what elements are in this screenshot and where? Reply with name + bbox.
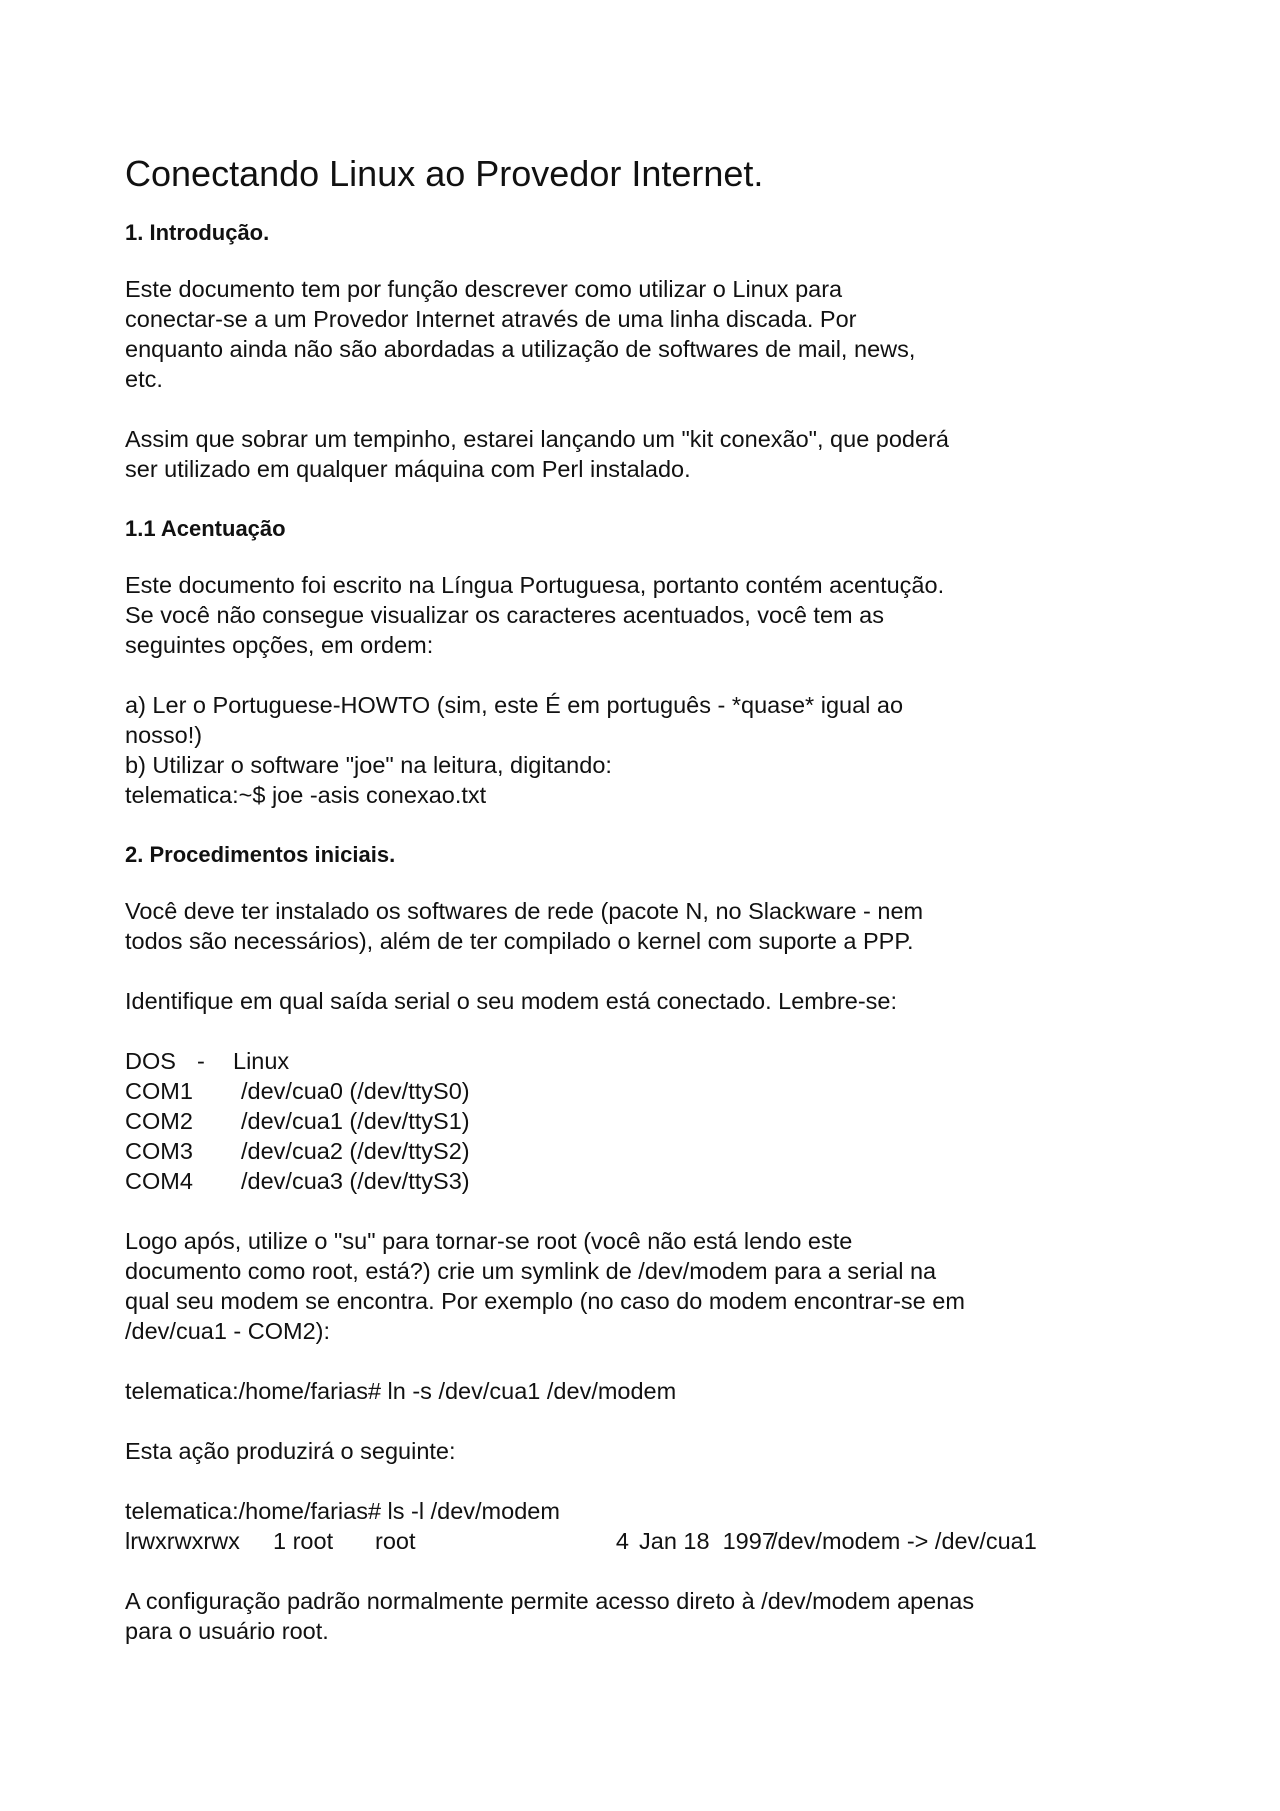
paragraph-procedimentos-1	[125, 896, 1125, 956]
section-heading-introducao: 1. Introdução.	[125, 220, 270, 245]
text-line: Este documento foi escrito na Língua Portuguesa, portanto contém acentução.	[125, 572, 945, 598]
command-line: telematica:/home/farias# ls -l /dev/modem	[125, 1498, 560, 1524]
section-heading-acentuacao: 1.1 Acentuação	[125, 516, 286, 541]
linux-device: /dev/cua1 (/dev/ttyS1)	[241, 1108, 470, 1134]
ls-links-user: 1 root	[273, 1528, 334, 1554]
ls-size: 4	[615, 1528, 629, 1554]
paragraph-acentuacao-1	[125, 570, 1125, 660]
paragraph-symlink	[125, 1226, 1125, 1346]
text-line: conectar-se a um Provedor Internet através de uma linha discada. Por	[125, 306, 857, 332]
text-line: Assim que sobrar um tempinho, estarei lançando um "kit conexão", que poderá	[125, 426, 949, 452]
dos-port: COM2	[125, 1108, 193, 1134]
text-line: seguintes opções, em ordem:	[125, 632, 434, 658]
text-line: etc.	[125, 366, 163, 392]
section-heading-procedimentos: 2. Procedimentos iniciais.	[125, 842, 396, 867]
dos-port: COM1	[125, 1078, 193, 1104]
ls-group: root	[375, 1528, 416, 1554]
table-row	[125, 1106, 1125, 1136]
text-line: enquanto ainda não são abordadas a utilização de softwares de mail, news,	[125, 336, 916, 362]
document-title: Conectando Linux ao Provedor Internet.	[125, 153, 764, 194]
ls-date: Jan 18 1997	[639, 1528, 775, 1554]
table-row	[125, 1136, 1125, 1166]
text-line: Logo após, utilize o "su" para tornar-se root (você não está lendo este	[125, 1228, 853, 1254]
text-line: A configuração padrão normalmente permite acesso direto à /dev/modem apenas	[125, 1588, 975, 1614]
paragraph-final	[125, 1586, 1125, 1646]
linux-device: /dev/cua0 (/dev/ttyS0)	[241, 1078, 470, 1104]
ls-permissions: lrwxrwxrwx	[125, 1528, 240, 1554]
command-ln	[125, 1376, 1125, 1406]
header-dos: DOS	[125, 1048, 176, 1074]
ls-target: /dev/modem -> /dev/cua1	[771, 1528, 1037, 1554]
header-separator: -	[197, 1048, 205, 1074]
command-line: telematica:~$ joe -asis conexao.txt	[125, 782, 487, 808]
text-line: /dev/cua1 - COM2):	[125, 1318, 331, 1344]
text-line: documento como root, está?) crie um symlink de /dev/modem para a serial na	[125, 1258, 937, 1284]
table-row	[125, 1076, 1125, 1106]
text-line: Se você não consegue visualizar os caracteres acentuados, você tem as	[125, 602, 884, 628]
linux-device: /dev/cua2 (/dev/ttyS2)	[241, 1138, 470, 1164]
paragraph-intro-2	[125, 424, 1125, 484]
text-line: para o usuário root.	[125, 1618, 329, 1644]
text-line: ser utilizado em qualquer máquina com Perl instalado.	[125, 456, 691, 482]
ls-output-row	[125, 1526, 1125, 1556]
table-row	[125, 1166, 1125, 1196]
header-linux: Linux	[233, 1048, 290, 1074]
paragraph-acentuacao-options	[125, 690, 1125, 810]
text-line: Esta ação produzirá o seguinte:	[125, 1438, 456, 1464]
command-ls-output	[125, 1496, 1125, 1556]
paragraph-intro-1	[125, 274, 1125, 394]
document-page	[125, 150, 1125, 1676]
table-header-row	[125, 1046, 1125, 1076]
dos-port: COM4	[125, 1168, 193, 1194]
text-line: todos são necessários), além de ter compilado o kernel com suporte a PPP.	[125, 928, 914, 954]
port-mapping-table	[125, 1046, 1125, 1196]
text-line: nosso!)	[125, 722, 203, 748]
text-line: b) Utilizar o software "joe" na leitura, digitando:	[125, 752, 612, 778]
text-line: a) Ler o Portuguese-HOWTO (sim, este É em português - *quase* igual ao	[125, 692, 904, 718]
text-line: Identifique em qual saída serial o seu modem está conectado. Lembre-se:	[125, 988, 898, 1014]
linux-device: /dev/cua3 (/dev/ttyS3)	[241, 1168, 470, 1194]
command-line: telematica:/home/farias# ln -s /dev/cua1 /dev/modem	[125, 1378, 677, 1404]
text-line: qual seu modem se encontra. Por exemplo (no caso do modem encontrar-se em	[125, 1288, 965, 1314]
paragraph-procedimentos-2	[125, 986, 1125, 1016]
text-line: Você deve ter instalado os softwares de rede (pacote N, no Slackware - nem	[125, 898, 924, 924]
dos-port: COM3	[125, 1138, 193, 1164]
paragraph-result	[125, 1436, 1125, 1466]
text-line: Este documento tem por função descrever como utilizar o Linux para	[125, 276, 843, 302]
